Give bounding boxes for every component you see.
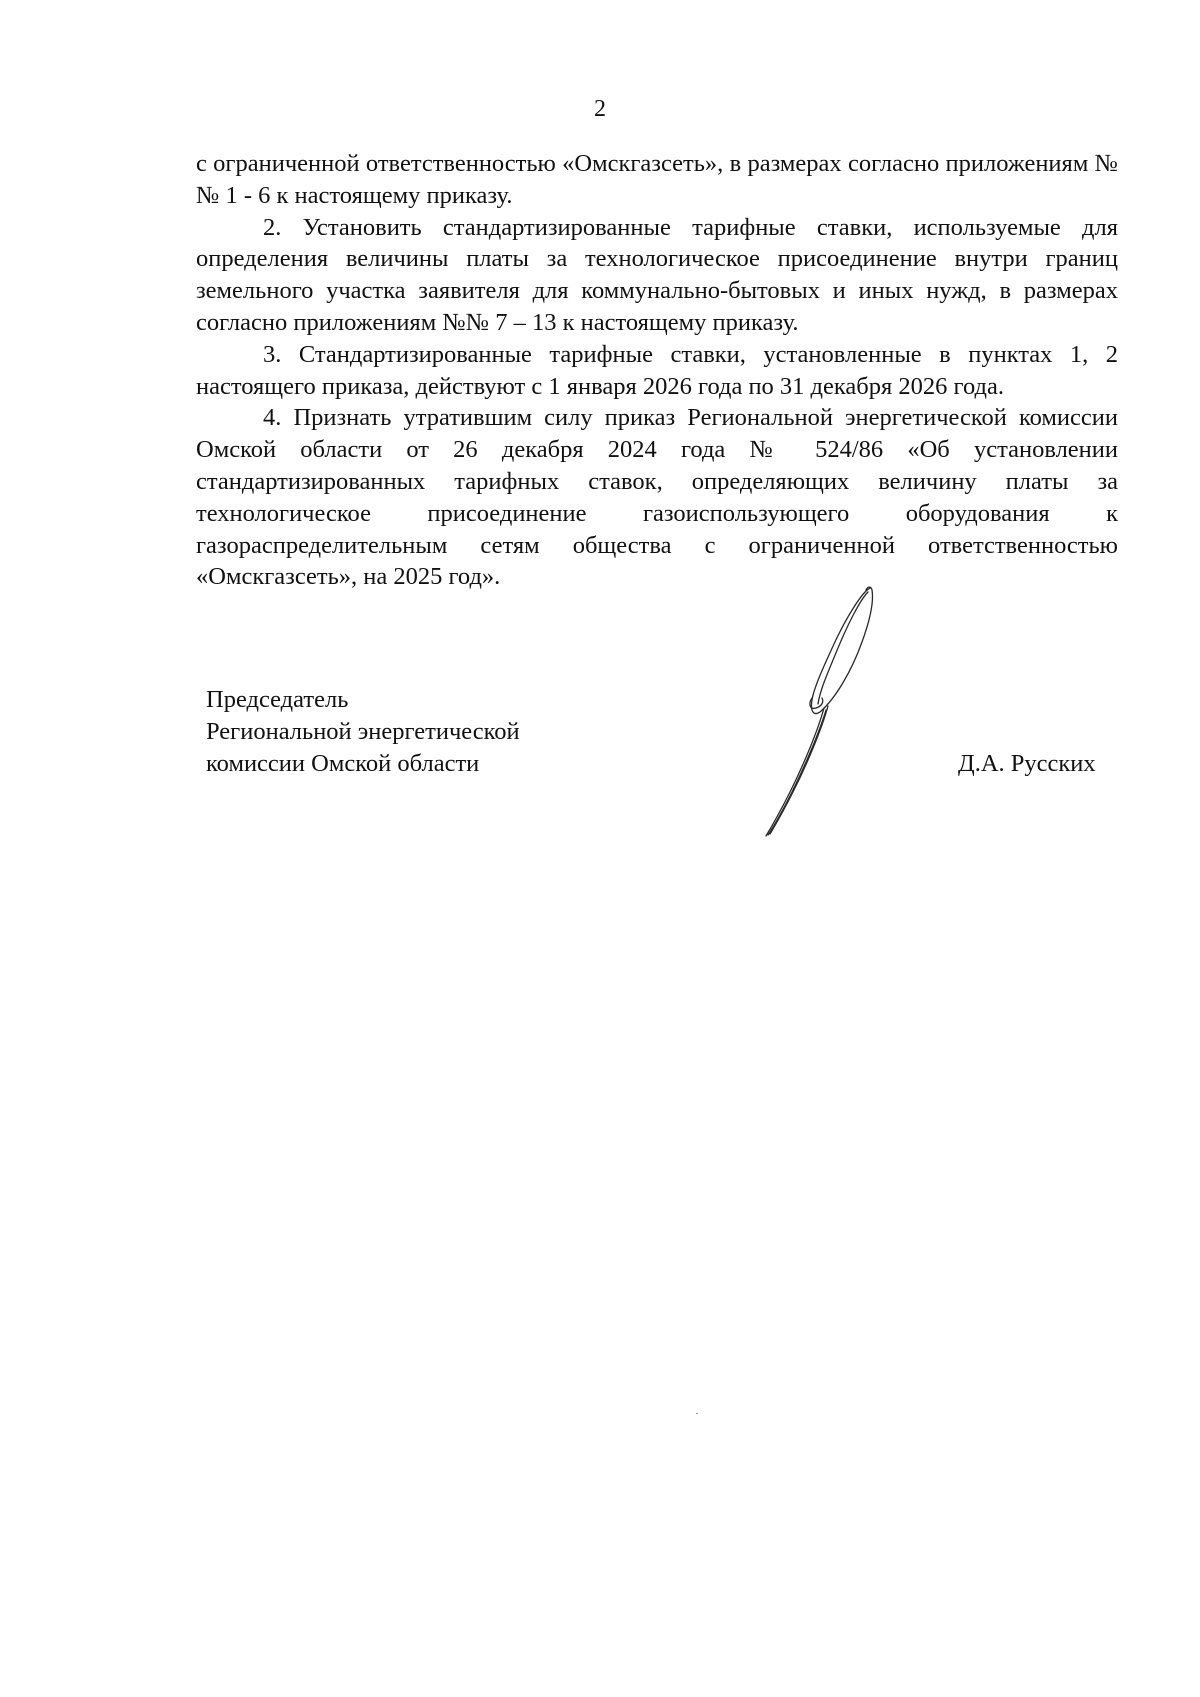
signatory-position-line: комиссии Омской области (206, 749, 480, 777)
handwritten-signature (750, 578, 900, 838)
signatory-position-line: Региональной энергетической (206, 717, 520, 745)
page-number: 2 (594, 96, 606, 122)
paragraph-continuation: с ограниченной ответственностью «Омскгазсеть», в размерах согласно приложениям №№ 1 - 6 к настоящему приказу. (196, 150, 1118, 209)
document-body (196, 148, 1118, 593)
paragraph-item-4: 4. Признать утратившим силу приказ Региональной энергетической комиссии Омской области от 26 декабря 2024 года № 524/86 «Об установлении стандартизированных тарифных ставок, определяющих величину платы за технологическое присоединение газоиспользующего оборудования к газораспределительным сетям общества с ограниченной ответственностью «Омскгазсеть», на 2025 год». (196, 404, 1118, 591)
scan-speck (696, 1413, 698, 1414)
signatory-name: Д.А. Русских (958, 750, 1096, 777)
paragraph-item-2: 2. Установить стандартизированные тарифные ставки, используемые для определения величины платы за технологическое присоединение внутри границ земельного участка заявителя для коммунально-бытовых и иных нужд, в размерах согласно приложениям №№ 7 – 13 к настоящему приказу. (196, 213, 1118, 336)
paragraph-item-3: 3. Стандартизированные тарифные ставки, установленные в пунктах 1, 2 настоящего приказа, действуют с 1 января 2026 года по 31 декабря 2026 года. (196, 340, 1118, 400)
signatory-position (206, 684, 520, 779)
signatory-position-line: Председатель (206, 686, 349, 713)
